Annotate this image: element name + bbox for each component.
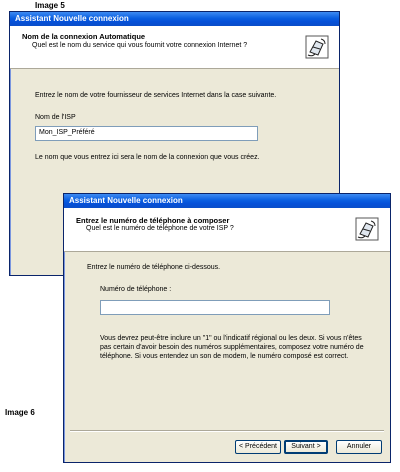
phone-connection-icon xyxy=(305,35,329,59)
page-title: Nom de la connexion Automatique xyxy=(22,32,146,41)
isp-name-input[interactable]: Mon_ISP_Préféré xyxy=(35,126,258,141)
phone-connection-icon xyxy=(355,217,379,241)
isp-name-label: Nom de l'ISP xyxy=(35,114,76,121)
window-titlebar[interactable]: Assistant Nouvelle connexion xyxy=(10,12,339,26)
caption-image5: Image 5 xyxy=(35,1,65,10)
page-title: Entrez le numéro de téléphone à composer xyxy=(76,216,230,225)
note-text: Le nom que vous entrez ici sera le nom de la connexion que vous créez. xyxy=(35,154,260,161)
button-separator xyxy=(70,430,384,432)
window-titlebar[interactable]: Assistant Nouvelle connexion xyxy=(64,194,390,208)
instruction-text: Entrez le nom de votre fournisseur de services Internet dans la case suivante. xyxy=(35,92,277,99)
page-subtitle: Quel est le nom du service qui vous fournit votre connexion Internet ? xyxy=(32,42,248,49)
caption-image6: Image 6 xyxy=(5,408,35,417)
phone-number-label: Numéro de téléphone : xyxy=(100,286,172,293)
next-button[interactable]: Suivant > xyxy=(284,440,328,454)
page-subtitle: Quel est le numéro de téléphone de votre ISP ? xyxy=(86,225,234,232)
instruction-text: Entrez le numéro de téléphone ci-dessous. xyxy=(87,264,221,271)
cancel-button[interactable]: Annuler xyxy=(336,440,382,454)
back-button[interactable]: < Précédent xyxy=(235,440,281,454)
wizard-header xyxy=(64,208,390,252)
wizard-header xyxy=(10,26,339,69)
phone-number-input[interactable] xyxy=(100,300,330,315)
note-text: Vous devrez peut-être inclure un "1" ou l'indicatif régional ou les deux. Si vous n'êtes pas certain d'avoir besoin des numéros supplémentaires, composez votre numéro de téléphone. Si vous entendez un son de modem, le numéro composé est correct. xyxy=(100,335,364,360)
wizard-window-phone-number xyxy=(63,193,391,463)
